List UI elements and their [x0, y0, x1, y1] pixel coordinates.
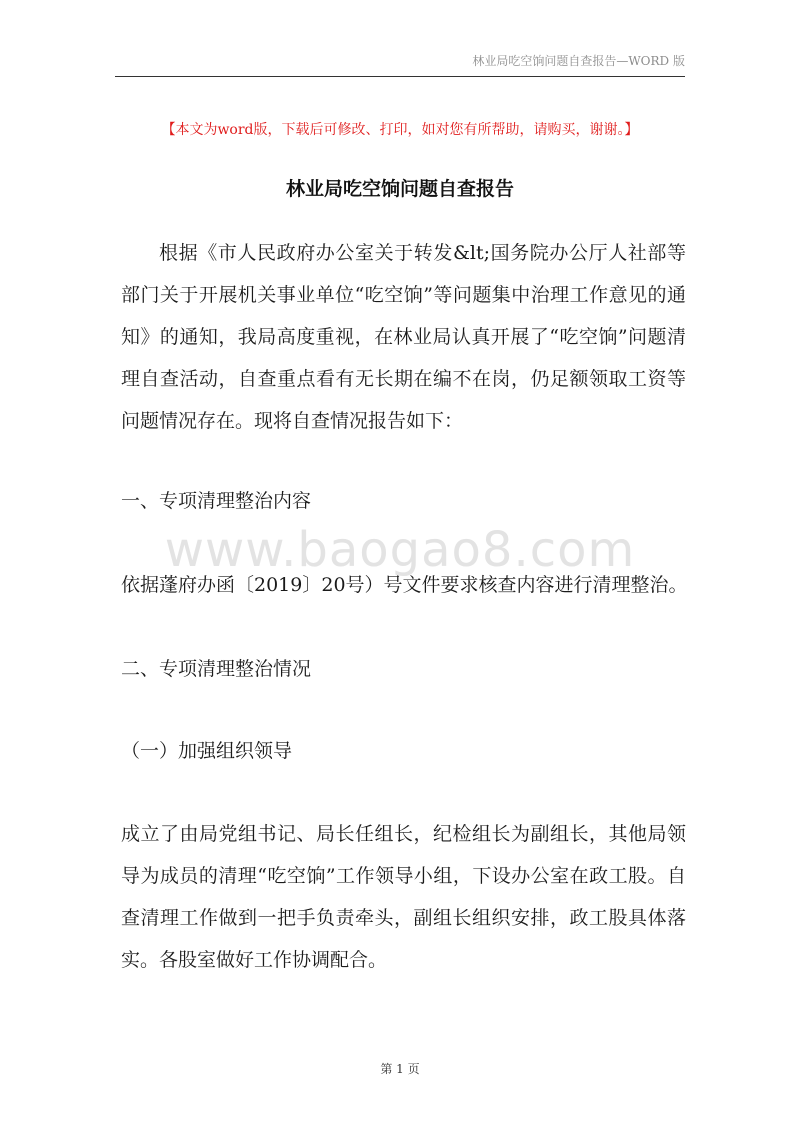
- page-number: 第 1 页: [380, 1062, 420, 1076]
- section-1-heading: 一、专项清理整治内容: [121, 490, 312, 512]
- header-divider: [115, 76, 685, 77]
- section-2-heading: 二、专项清理整治情况: [121, 658, 312, 680]
- intro-paragraph: 根据《市人民政府办公室关于转发&lt;国务院办公厅人社部等部门关于开展机关事业单位“吃空饷”等问题集中治理工作意见的通知》的通知，我局高度重视，在林业局认真开展了“吃空饷”问题清理自查活动，自查重点看有无长期在编不在岗，仍足额领取工资等问题情况存在。现将自查情况报告如下：: [121, 242, 686, 432]
- subsection-1-heading: （一）加强组织领导: [121, 740, 293, 762]
- subsection-1-body: 成立了由局党组书记、局长任组长，纪检组长为副组长，其他局领导为成员的清理“吃空饷”工作领导小组，下设办公室在政工股。自查清理工作做到一把手负责牵头，副组长组织安排，政工股具体落实。各股室做好工作协调配合。: [121, 823, 686, 971]
- section-1-body: 依据蓬府办函〔2019〕20号）号文件要求核查内容进行清理整治。: [121, 574, 688, 596]
- watermark: www.baogao8.com: [164, 522, 636, 578]
- document-title: 林业局吃空饷问题自查报告: [285, 178, 514, 200]
- running-header: 林业局吃空饷问题自查报告—WORD 版: [472, 54, 685, 68]
- purchase-notice: 【本文为word版，下载后可修改、打印，如对您有所帮助，请购买，谢谢。】: [161, 122, 639, 138]
